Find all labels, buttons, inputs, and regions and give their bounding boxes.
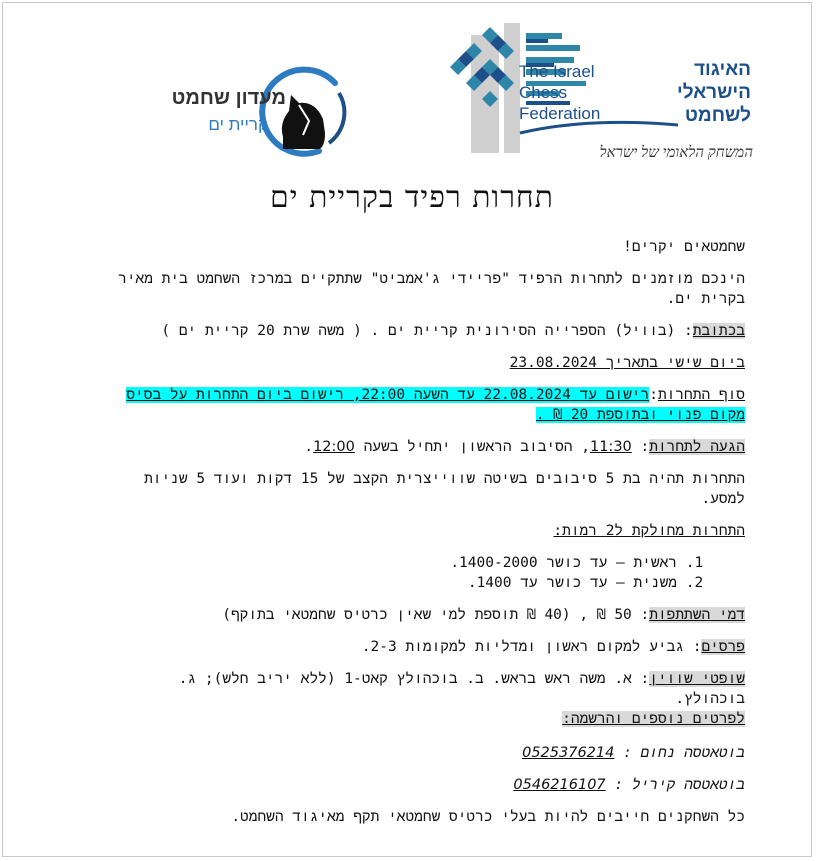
flyer-body (115, 237, 745, 839)
contact-name: בוטאטסה נחום : (623, 745, 745, 761)
format-paragraph: התחרות תהיה בת 5 סיבובים בשיטה שווייצרית הקצב של 15 דקות ועוד 5 שניות למסע. (144, 471, 745, 507)
tiebreak-label: שופטי שווין (649, 671, 745, 687)
registration-colon: : (649, 387, 658, 403)
fee-text: : 50 ₪ , (40 ₪ תוספת למי שאין כרטיס שחמטאי בתוקף) (222, 607, 650, 623)
invitation: הינכם מוזמנים לתחרות הרפיד "פריידי ג'אמביט" שתתקיים במרכז השחמט בית מאיר בקרית ים. (118, 271, 745, 307)
level-item: 1. ראשית – עד כושר 1400-2000. (115, 553, 677, 573)
federation-en-line-1: The Israel (519, 62, 595, 81)
federation-he-line-1: האיגוד (693, 59, 751, 80)
details-heading-text: לפרטים נוספים והרשמה: (562, 711, 745, 727)
tiebreak-text: : א. משה ראש בראש. ב. בוכהולץ קאט-1 (ללא יריב חלש); ג. בוכהולץ. (178, 671, 745, 707)
federation-he-line-2: הישראלי (677, 82, 751, 103)
chess-club-logo (133, 63, 353, 163)
levels-intro: התחרות מחולקת ל2 רמות: (553, 523, 745, 539)
arbiters-paragraph (115, 669, 745, 709)
federation-en-line-2: Chess (519, 83, 568, 102)
levels-list (115, 553, 745, 593)
federation-he-line-3: לשחמט (684, 105, 751, 126)
contact-phone[interactable]: 0546216107 (513, 777, 606, 793)
arrival-middle: , הסיבוב הראשון יתחיל בשעה (363, 439, 590, 455)
contact-phone[interactable]: 0525376214 (522, 745, 615, 761)
address-paragraph (115, 321, 745, 341)
club-ring-dark (329, 93, 344, 143)
arrival-colon: : (640, 439, 650, 455)
greeting: שחמטאים יקרים! (623, 239, 745, 255)
arrival-label: הגעה לתחרות (649, 439, 745, 455)
closing-note: כל השחקנים חייבים להיות בעלי כרטיס שחמטאי תקף מאיגוד השחמט. (231, 809, 745, 825)
arrival-time: 11:30 (589, 439, 632, 455)
registration-label: סוף התחרות (657, 387, 745, 403)
arrival-end: . (304, 439, 314, 455)
prizes-label: פרסים (701, 639, 745, 655)
prizes-text: : גביע למקום ראשון ומדליות למקומות 2-3. (361, 639, 702, 655)
fee-paragraph (115, 605, 745, 625)
level-item: 2. משנית – עד כושר עד 1400. (115, 573, 677, 593)
federation-en-line-3: Federation (519, 104, 601, 123)
federation-name-hebrew (631, 58, 751, 127)
registration-paragraph (115, 385, 745, 425)
page-title: תחרות רפיד בקריית ים (270, 180, 554, 215)
start-time: 12:00 (313, 439, 355, 455)
federation-tagline: המשחק הלאומי של ישראל (599, 145, 753, 161)
flyer-page (2, 2, 812, 857)
details-heading (115, 709, 745, 729)
club-subtitle: קריית ים (208, 115, 268, 134)
club-name: מעדון שחמט (171, 87, 286, 109)
registration-highlight: רישום עד 22.08.2024 עד השעה 22:00, רישום ביום התחרות על בסיס מקום פנוי ובתוספת 20 ₪ . (126, 387, 745, 423)
contact-name: בוטאטסה קיריל : (614, 777, 745, 793)
contact-line (115, 775, 745, 795)
arrival-paragraph (115, 437, 745, 457)
fee-label: דמי השתתפות (649, 607, 745, 623)
knight-icon (282, 95, 325, 149)
address-label: בכתובת (692, 323, 745, 339)
date-line: ביום שישי בתאריך 23.08.2024 (509, 355, 745, 371)
federation-name-english (519, 61, 600, 124)
contact-line (115, 743, 745, 763)
prizes-paragraph (115, 637, 745, 657)
address-text: : (בוויל) הספרייה הסירונית קריית ים . ( משה שרת 20 קריית ים ) (161, 323, 693, 339)
